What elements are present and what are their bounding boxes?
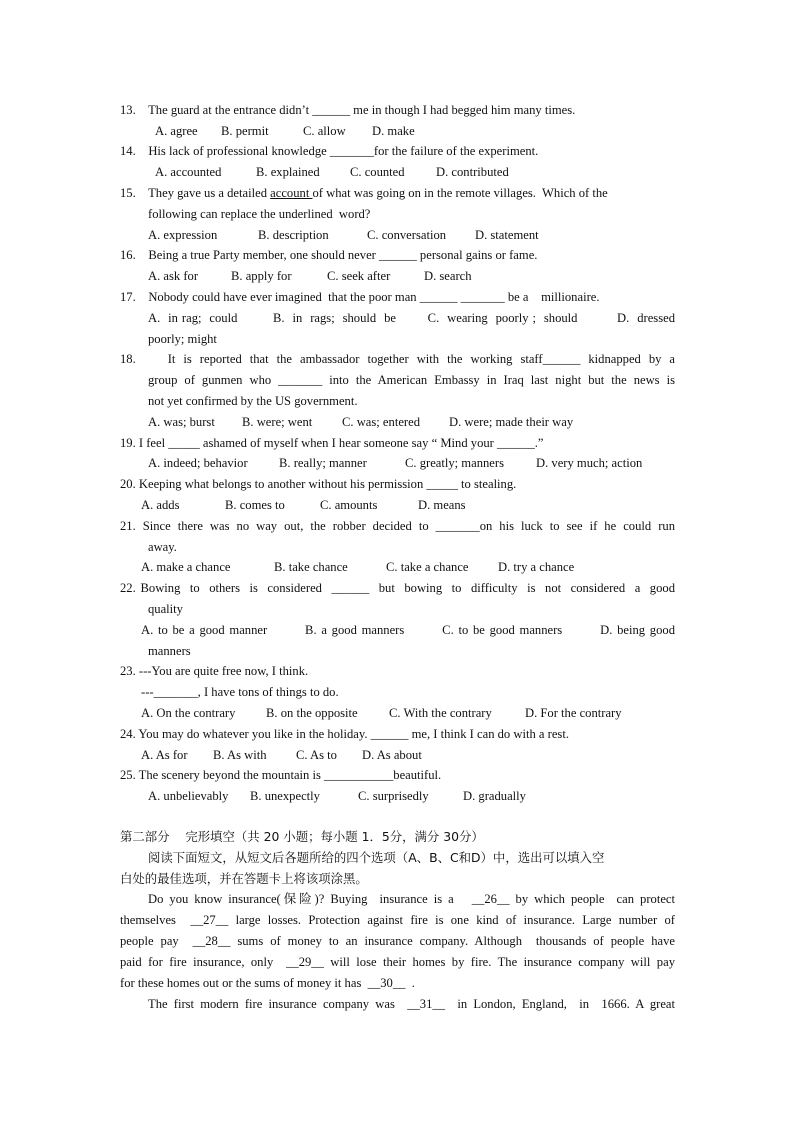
- q21-option-d: D. try a chance: [498, 560, 575, 574]
- q21-option-b: B. take chance: [274, 560, 348, 574]
- section-2-instruction-line2: 白处的最佳选项，并在答题卡上将该项涂黑。: [120, 871, 368, 886]
- question-19-stem: 19. I feel _____ ashamed of myself when I hear someone say “ Mind your ______.”: [120, 436, 544, 450]
- question-22-stem: 22. Bowing to others is considered ______ but bowing to difficulty is not considered a good: [120, 581, 675, 595]
- q20-option-d: D. means: [418, 498, 466, 512]
- section-2-heading: 第二部分 完形填空（共 20 小题；每小题 1．5分，满分 30分）: [120, 829, 484, 844]
- q21-stem-line2: away.: [148, 540, 177, 554]
- q23-stem-line2: ---_______, I have tons of things to do.: [141, 685, 339, 699]
- q16-option-d: D. search: [424, 269, 472, 283]
- q17-options-line: A. in rag; could B. in rags; should be C. wearing poorly ; should D. dressed: [148, 311, 675, 325]
- q23-option-d: D. For the contrary: [525, 706, 622, 720]
- q15-stem-part-a: 15. They gave us a detailed: [120, 186, 271, 200]
- question-17-stem: 17. Nobody could have ever imagined that the poor man ______ _______ be a millionaire.: [120, 290, 600, 304]
- q22-options-line2: manners: [148, 644, 191, 658]
- q15-option-a: A. expression: [148, 228, 218, 242]
- question-16-stem: 16. Being a true Party member, one should never ______ personal gains or fame.: [120, 248, 538, 262]
- question-24-stem: 24. You may do whatever you like in the holiday. ______ me, I think I can do with a rest.: [120, 727, 569, 741]
- q13-option-c: C. allow: [303, 124, 346, 138]
- q18-option-b: B. were; went: [242, 415, 313, 429]
- question-13-stem: 13. The guard at the entrance didn’t ______ me in though I had begged him many times.: [120, 103, 576, 117]
- q20-option-c: C. amounts: [320, 498, 378, 512]
- q15-stem-part-b: of what was going on in the remote villages. Which of the: [312, 186, 608, 200]
- q22-stem-line2: quality: [148, 602, 183, 616]
- q21-option-a: A. make a chance: [141, 560, 231, 574]
- q18-option-a: A. was; burst: [148, 415, 215, 429]
- q23-option-a: A. On the contrary: [141, 706, 236, 720]
- q15-stem-line2: following can replace the underlined word?: [148, 207, 371, 221]
- passage-line-5: for these homes out or the sums of money it has __30__ .: [120, 976, 415, 990]
- q19-option-a: A. indeed; behavior: [148, 456, 248, 470]
- q16-option-c: C. seek after: [327, 269, 391, 283]
- question-18-stem: 18. It is reported that the ambassador together with the working staff______ kidnapped by a: [120, 352, 675, 366]
- q13-option-d: D. make: [372, 124, 415, 138]
- q14-option-c: C. counted: [350, 165, 405, 179]
- question-21-stem: 21. Since there was no way out, the robber decided to _______on his luck to see if he could run: [120, 519, 675, 533]
- q20-option-a: A. adds: [141, 498, 180, 512]
- question-25-stem: 25. The scenery beyond the mountain is ___________beautiful.: [120, 768, 442, 782]
- q15-option-b: B. description: [258, 228, 329, 242]
- q15-option-d: D. statement: [475, 228, 539, 242]
- q18-option-c: C. was; entered: [342, 415, 420, 429]
- q20-option-b: B. comes to: [225, 498, 285, 512]
- q14-option-b: B. explained: [256, 165, 320, 179]
- passage-line-2: themselves __27__ large losses. Protection against fire is one kind of insurance. Large number of: [120, 913, 675, 927]
- q22-options-line: A. to be a good manner B. a good manners C. to be good manners D. being good: [141, 623, 675, 637]
- q16-option-b: B. apply for: [231, 269, 292, 283]
- q18-stem-line3: not yet confirmed by the US government.: [148, 394, 358, 408]
- question-20-stem: 20. Keeping what belongs to another without his permission _____ to stealing.: [120, 477, 517, 491]
- passage-line-6: The first modern fire insurance company was __31__ in London, England, in 1666. A great: [148, 997, 675, 1011]
- q15-option-c: C. conversation: [367, 228, 447, 242]
- q13-option-b: B. permit: [221, 124, 269, 138]
- question-15-stem: [120, 185, 608, 201]
- q24-option-d: D. As about: [362, 748, 422, 762]
- q23-option-c: C. With the contrary: [389, 706, 492, 720]
- q24-option-a: A. As for: [141, 748, 188, 762]
- question-23-stem: 23. ---You are quite free now, I think.: [120, 664, 309, 678]
- q18-stem-line2: group of gunmen who _______ into the American Embassy in Iraq last night but the news is: [148, 373, 675, 387]
- q17-options-line2: poorly; might: [148, 332, 217, 346]
- q15-underlined-word: account: [270, 186, 313, 200]
- q25-option-a: A. unbelievably: [148, 789, 229, 803]
- q25-option-c: C. surprisedly: [358, 789, 429, 803]
- q16-option-a: A. ask for: [148, 269, 199, 283]
- q14-option-a: A. accounted: [155, 165, 222, 179]
- passage-line-1: Do you know insurance(保险)? Buying insurance is a __26__ by which people can protect: [148, 892, 675, 906]
- passage-line-4: paid for fire insurance, only __29__ will lose their homes by fire. The insurance company will pay: [120, 955, 675, 969]
- q19-option-c: C. greatly; manners: [405, 456, 504, 470]
- question-14-stem: 14. His lack of professional knowledge _______for the failure of the experiment.: [120, 144, 539, 158]
- q25-option-b: B. unexpectly: [250, 789, 320, 803]
- q13-option-a: A. agree: [155, 124, 198, 138]
- q25-option-d: D. gradually: [463, 789, 526, 803]
- section-2-instruction-line1: 阅读下面短文，从短文后各题所给的四个选项（A、B、C和D）中，选出可以填入空: [148, 850, 605, 865]
- q23-option-b: B. on the opposite: [266, 706, 358, 720]
- passage-line-3: people pay __28__ sums of money to an insurance company. Although thousands of people have: [120, 934, 675, 948]
- q24-option-b: B. As with: [213, 748, 267, 762]
- q24-option-c: C. As to: [296, 748, 337, 762]
- q19-option-d: D. very much; action: [536, 456, 643, 470]
- q14-option-d: D. contributed: [436, 165, 509, 179]
- q19-option-b: B. really; manner: [279, 456, 367, 470]
- q18-option-d: D. were; made their way: [449, 415, 574, 429]
- q21-option-c: C. take a chance: [386, 560, 469, 574]
